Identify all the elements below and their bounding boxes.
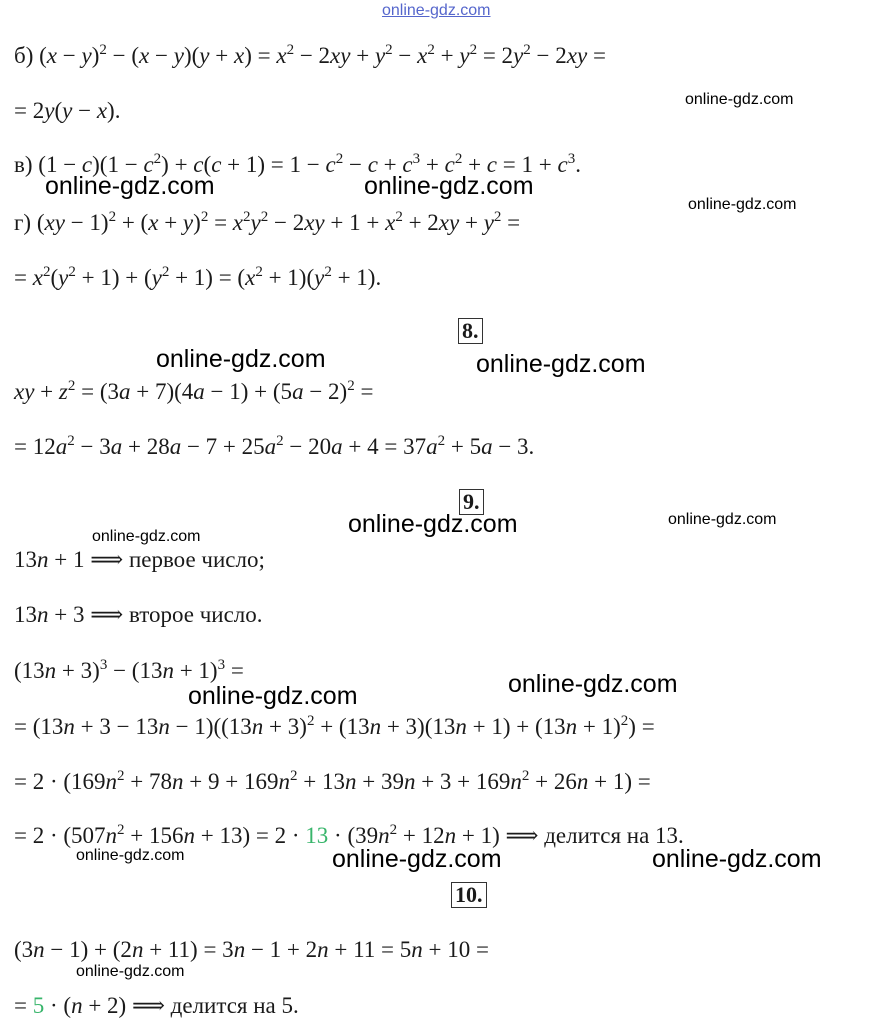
equation-7b-line2: = 2y(y − x). (14, 98, 121, 123)
watermark: online-gdz.com (476, 350, 646, 378)
watermark: online-gdz.com (668, 511, 777, 528)
watermark: online-gdz.com (685, 91, 794, 108)
watermark: online-gdz.com (508, 670, 678, 698)
equation-9-first: 13n + 1 ⟹ первое число; (14, 547, 265, 572)
equation-7v: в) $(1 - c)(1 - c^2) + c(c + 1) = 1 - c^2 - c + c^3 + c^2 + c = 1 + c^3$. (14, 151, 581, 177)
watermark: online-gdz.com (364, 172, 534, 200)
task-number-8: 8. (458, 318, 483, 344)
watermark: online-gdz.com (652, 845, 822, 873)
watermark: online-gdz.com (688, 196, 797, 213)
equation-10-line1: (3n − 1) + (2n + 11) = 3n − 1 + 2n + 11 = 5n + 10 = (14, 937, 489, 962)
watermark: online-gdz.com (348, 510, 518, 538)
watermark: online-gdz.com (156, 345, 326, 373)
task-number-9: 9. (459, 489, 484, 515)
watermark: online-gdz.com (188, 682, 358, 710)
watermark: online-gdz.com (76, 847, 185, 864)
equation-8-line2: = $12a^2 - 3a + 28a - 7 + 25a^2 - 20a + 4 = 37a^2 + 5a - 3$. (14, 433, 535, 459)
site-header-link[interactable]: online-gdz.com (382, 2, 491, 19)
equation-9-line1: $(13n + 3)^3 - (13n + 1)^3$ = (14, 657, 244, 683)
watermark: online-gdz.com (76, 963, 185, 980)
watermark: online-gdz.com (92, 528, 201, 545)
equation-10-line2: = 5 · (n + 2) ⟹ делится на 5. (14, 993, 299, 1018)
equation-7b-line1: б) $(x - y)^2 - (x - y)(y + x) = x^2 - 2xy + y^2 - x^2 + y^2 = 2y^2 - 2xy$ = (14, 42, 606, 68)
equation-9-line3: = $2 \cdot (169n^2 + 78n + 9 + 169n^2 + 13n + 39n + 3 + 169n^2 + 26n + 1)$ = (14, 768, 651, 794)
task-number-10: 10. (451, 882, 487, 908)
equation-8-line1: xy + $z^2 = (3a + 7)(4a - 1) + (5a - 2)^2$ = (14, 378, 374, 404)
equation-7g-line2: = $x^2(y^2 + 1) + (y^2 + 1) = (x^2 + 1)(y^2 + 1)$. (14, 264, 382, 290)
equation-9-line4: = $2 \cdot (507n^2 + 156n + 13) = 2 \cdot 13 \cdot (39n^2 + 12n + 1)$ ⟹ делится на 13. (14, 822, 684, 848)
equation-7g-line1: г) $(xy - 1)^2 + (x + y)^2 = x^2y^2 - 2xy + 1 + x^2 + 2xy + y^2$ = (14, 209, 521, 235)
equation-9-line2: = $(13n + 3 - 13n - 1)((13n + 3)^2 + (13n + 3)(13n + 1) + (13n + 1)^2)$ = (14, 713, 655, 739)
watermark: online-gdz.com (332, 845, 502, 873)
equation-9-second: 13n + 3 ⟹ второе число. (14, 602, 263, 627)
watermark: online-gdz.com (45, 172, 215, 200)
